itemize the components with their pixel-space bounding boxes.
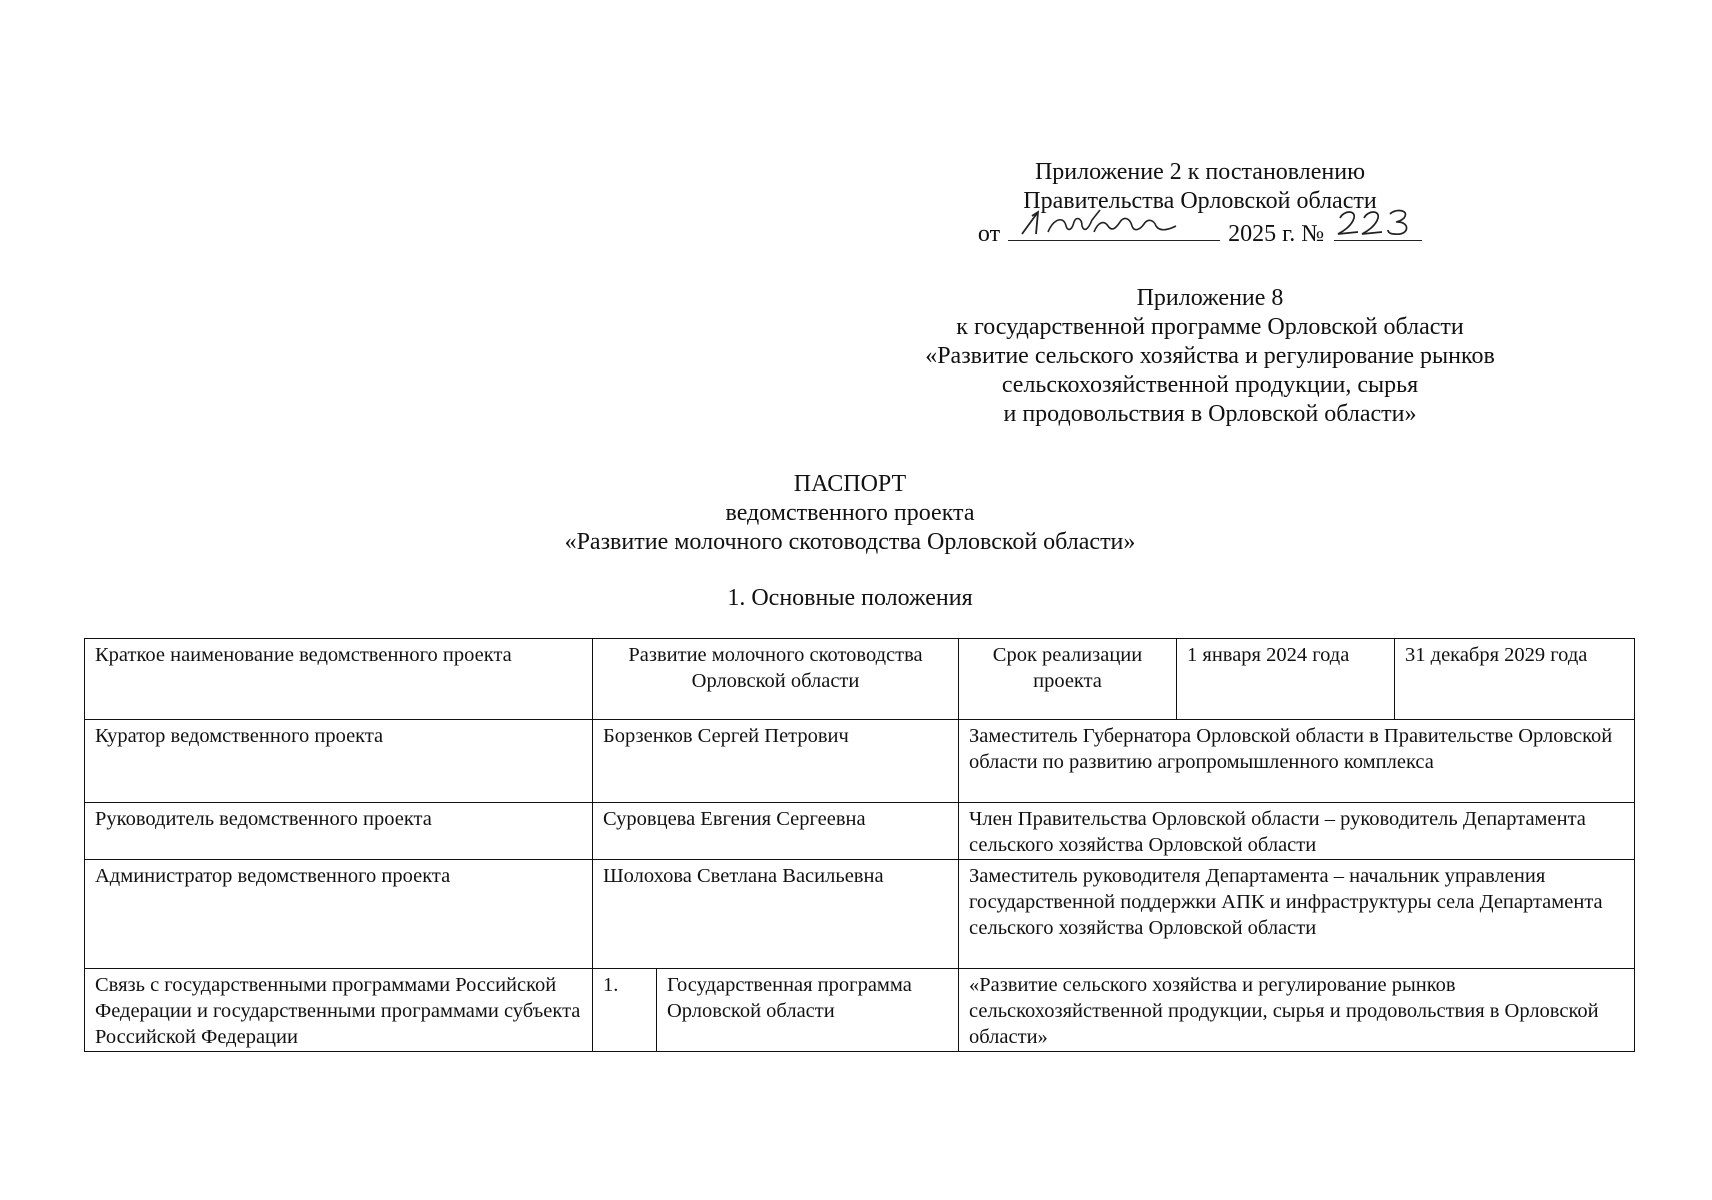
term-start: 1 января 2024 года <box>1177 639 1395 720</box>
curator-label: Куратор ведомственного проекта <box>85 720 593 803</box>
table-row <box>85 860 1635 969</box>
appendix-2-line-1: Приложение 2 к постановлению <box>1034 159 1366 185</box>
head-name: Суровцева Евгения Сергеевна <box>593 803 959 860</box>
head-label: Руководитель ведомственного проекта <box>85 803 593 860</box>
appendix-2-line-2: Правительства Орловской области <box>1023 188 1377 214</box>
curator-position: Заместитель Губернатора Орловской области в Правительстве Орловской области по развитию агропромышленного комплекса <box>959 720 1635 803</box>
short-name-label: Краткое наименование ведомственного проекта <box>85 639 593 720</box>
section-title <box>400 584 1300 613</box>
administrator-label: Администратор ведомственного проекта <box>85 860 593 969</box>
handwritten-date-icon <box>1008 208 1220 238</box>
date-prefix: от <box>977 221 1001 247</box>
passport-title-block <box>400 470 1300 557</box>
table-row <box>85 639 1635 720</box>
passport-subtitle: ведомственного проекта <box>725 500 975 526</box>
appendix-8-line-3: «Развитие сельского хозяйства и регулирование рынков <box>925 343 1495 369</box>
year-number-label: 2025 г. № <box>1228 221 1325 247</box>
program-number: 1. <box>593 969 657 1052</box>
term-end: 31 декабря 2029 года <box>1395 639 1635 720</box>
section-1-title: 1. Основные положения <box>727 585 973 611</box>
table-row <box>85 720 1635 803</box>
appendix-8-line-1: Приложение 8 <box>1136 285 1284 311</box>
program-type: Государственная программа Орловской области <box>657 969 959 1052</box>
appendix-8-line-4: сельскохозяйственной продукции, сырья <box>1001 372 1419 398</box>
handwritten-number-icon <box>1334 208 1422 238</box>
program-name: «Развитие сельского хозяйства и регулирование рынков сельскохозяйственной продукции, сырья и продовольствия в Орловской области» <box>959 969 1635 1052</box>
main-provisions-table <box>84 638 1635 1052</box>
curator-name: Борзенков Сергей Петрович <box>593 720 959 803</box>
passport-project-name: «Развитие молочного скотоводства Орловской области» <box>564 529 1136 555</box>
head-position: Член Правительства Орловской области – руководитель Департамента сельского хозяйства Орловской области <box>959 803 1635 860</box>
handwritten-date-signature <box>1008 216 1220 241</box>
appendix-8-line-2: к государственной программе Орловской области <box>956 314 1464 340</box>
term-label: Срок реализации проекта <box>959 639 1177 720</box>
handwritten-number-signature <box>1334 216 1422 241</box>
appendix-8-header <box>850 284 1570 429</box>
administrator-position: Заместитель руководителя Департамента – начальник управления государственной поддержки АПК и инфраструктуры села Департамента сельского хозяйства Орловской области <box>959 860 1635 969</box>
appendix-8-line-5: и продовольствия в Орловской области» <box>1003 401 1417 427</box>
administrator-name: Шолохова Светлана Васильевна <box>593 860 959 969</box>
passport-title: ПАСПОРТ <box>793 471 907 497</box>
short-name-value: Развитие молочного скотоводства Орловской области <box>593 639 959 720</box>
programs-link-label: Связь с государственными программами Российской Федерации и государственными программами субъекта Российской Федерации <box>85 969 593 1052</box>
appendix-2-header <box>950 158 1450 249</box>
appendix-2-date-line <box>950 216 1450 249</box>
table-row <box>85 803 1635 860</box>
table-row <box>85 969 1635 1052</box>
